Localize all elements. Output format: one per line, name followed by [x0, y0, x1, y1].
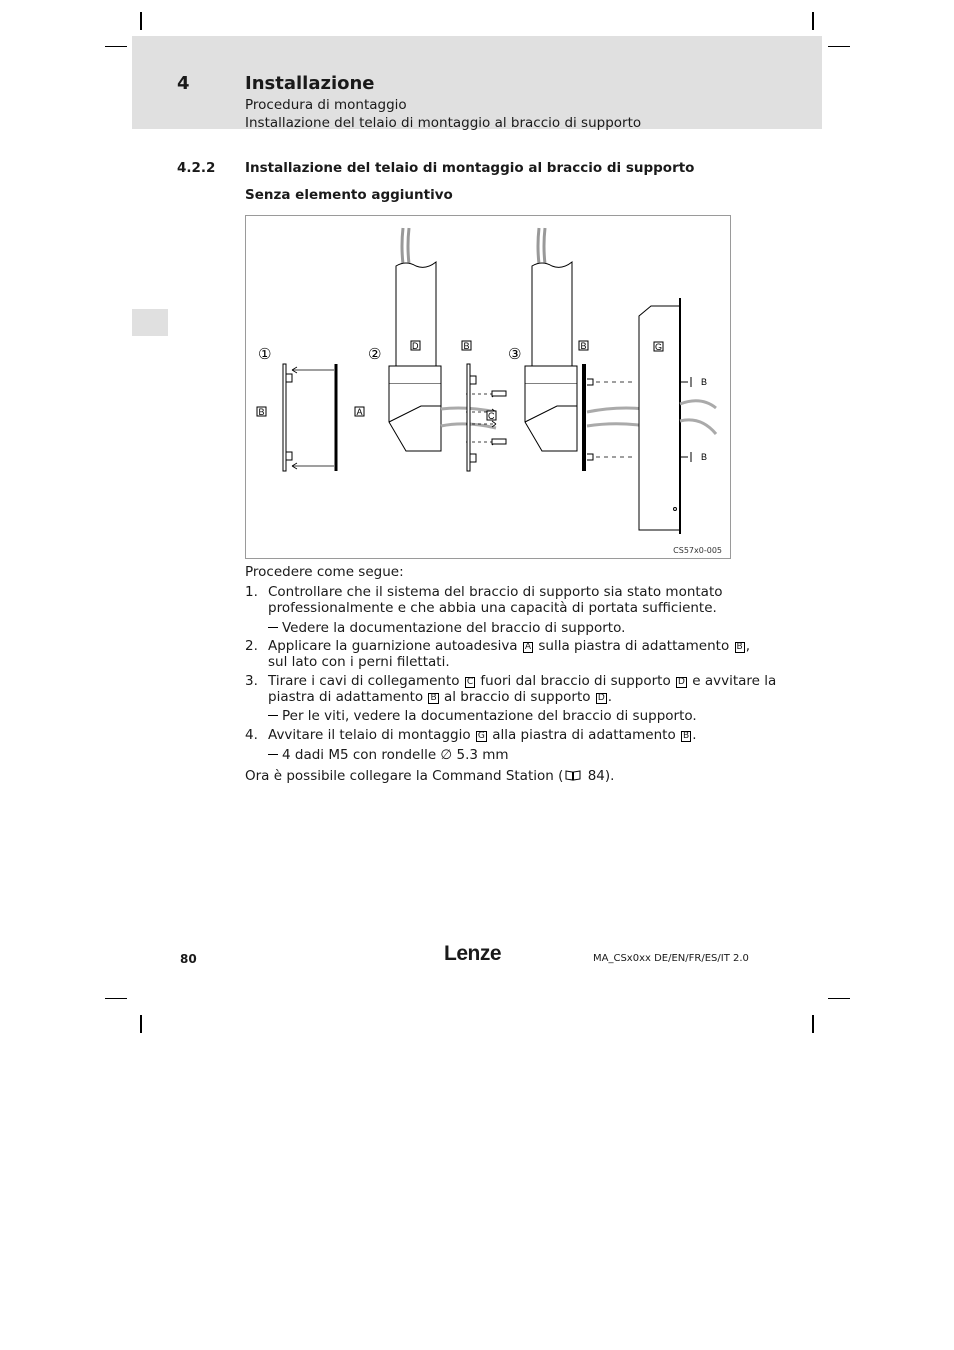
step-marker: ③ [508, 345, 522, 363]
crop-mark [105, 46, 127, 47]
section-number: 4.2.2 [177, 160, 216, 176]
cable [402, 228, 409, 264]
part-label-b: B [463, 341, 470, 351]
step-number: 2. [245, 638, 258, 654]
step-number: 3. [245, 673, 258, 689]
step-text: Avvitare il telaio di montaggio G alla piastra di adattamento B . [268, 727, 697, 743]
part-label-d: D [412, 341, 419, 351]
adapter-plate-b [283, 364, 286, 471]
crop-mark [828, 998, 850, 999]
figure-id: CS57x0-005 [673, 546, 722, 555]
chapter-title: Installazione [245, 73, 375, 94]
header-subtitle: Installazione del telaio di montaggio al braccio di supporto [245, 115, 642, 131]
part-label-b: B [258, 407, 265, 417]
step-marker: ① [258, 345, 272, 363]
crop-mark [812, 12, 814, 30]
part-label-b: B [701, 377, 708, 387]
step-note: Vedere la documentazione del braccio di supporto. [268, 620, 625, 636]
part-label-a: A [356, 407, 363, 417]
step-text: Applicare la guarnizione autoadesiva A sulla piastra di adattamento B , [268, 638, 750, 654]
subheading: Senza elemento aggiuntivo [245, 187, 453, 203]
mounting-frame-g [639, 306, 680, 530]
threaded-pins [286, 374, 292, 460]
part-label-g: G [655, 342, 663, 352]
page-number: 80 [180, 952, 197, 966]
crop-mark [140, 1015, 142, 1033]
chapter-number: 4 [177, 73, 190, 94]
intro-text: Procedere come segue: [245, 564, 404, 580]
step-number: 4. [245, 727, 258, 743]
step-text: Controllare che il sistema del braccio di supporto sia stato montato [268, 584, 723, 600]
step-text: professionalmente e che abbia una capacità di portata sufficiente. [268, 600, 717, 616]
crop-mark [828, 46, 850, 47]
chapter-side-tab [132, 309, 168, 336]
crop-mark [140, 12, 142, 30]
section-title: Installazione del telaio di montaggio al braccio di supporto [245, 160, 695, 176]
header-subtitle: Procedura di montaggio [245, 97, 407, 113]
lenze-logo: Lenze [444, 942, 502, 965]
part-label-b: B [580, 341, 587, 351]
crop-mark [812, 1015, 814, 1033]
part-label-c: C [488, 411, 495, 421]
page-reference[interactable]: 84 [587, 768, 605, 784]
step-text: sul lato con i perni filettati. [268, 654, 450, 670]
book-icon [565, 770, 581, 781]
step-text: piastra di adattamento B al braccio di supporto D . [268, 689, 613, 705]
closing-text: Ora è possibile collegare la Command Station ( 84). [245, 768, 615, 784]
step-text: Tirare i cavi di collegamento C fuori dal braccio di supporto D e avvitare la [268, 673, 777, 689]
document-reference: MA_CSx0xx DE/EN/FR/ES/IT 2.0 [593, 953, 749, 964]
step-note: 4 dadi M5 con rondelle ∅ 5.3 mm [268, 747, 509, 763]
step-note: Per le viti, vedere la documentazione del braccio di supporto. [268, 708, 697, 724]
crop-mark [105, 998, 127, 999]
step-marker: ② [368, 345, 382, 363]
part-label-b: B [701, 452, 708, 462]
mounting-diagram [245, 215, 731, 559]
mounting-diagram-drawing [246, 216, 732, 560]
step-number: 1. [245, 584, 258, 600]
